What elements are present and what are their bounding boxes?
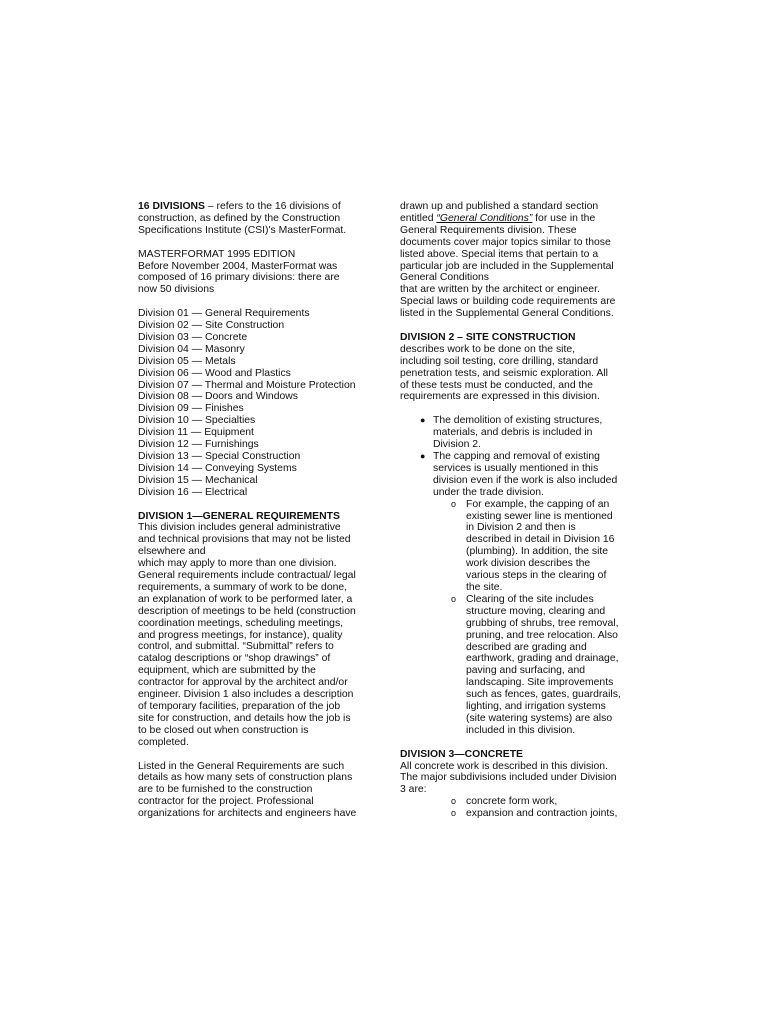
- sub-bullet-line: o expansion and contraction joints,: [451, 808, 618, 820]
- bullet-line: division even if the work is also included: [433, 474, 618, 486]
- bullet-line: ● The demolition of existing structures,: [420, 415, 603, 427]
- sub-bullet-line: grubbing of shrubs, tree removal,: [466, 617, 619, 629]
- bullet-icon: ●: [420, 451, 426, 461]
- intro-bold-term: 16 DIVISIONS: [138, 201, 205, 212]
- sub-bullet-line: o concrete form work,: [451, 796, 558, 808]
- sub-bullet-line: o Clearing of the site includes: [451, 593, 594, 605]
- division2-line: penetration tests, and seismic exploration. All: [400, 367, 608, 379]
- sub-bullet-line: such as fences, gates, guardrails,: [466, 689, 621, 701]
- sub-bullet-line: lighting, and irrigation systems: [466, 701, 606, 713]
- division1-line: contractor for approval by the architect and/or: [138, 677, 348, 689]
- division3-line: 3 are:: [400, 784, 427, 796]
- general-requirements-line: Listed in the General Requirements are such: [138, 760, 345, 772]
- division-list: [138, 308, 382, 499]
- division1-line: to be closed out when construction is: [138, 724, 309, 736]
- intro-line: construction, as defined by the Construction: [138, 212, 341, 224]
- division1-line: catalog descriptions or “shop drawings” of: [138, 653, 331, 665]
- sub-bullet-line: (plumbing). In addition, the site: [466, 546, 609, 558]
- general-conditions-line: listed above. Special items that pertain to a: [400, 248, 599, 260]
- division1-line: site for construction, and details how the job is: [138, 712, 351, 724]
- division-list-item: Division 01 — General Requirements: [138, 308, 310, 320]
- sub-bullet-item: [400, 499, 632, 594]
- general-conditions-line: documents cover major topics similar to those: [400, 236, 611, 248]
- division1-section: [138, 511, 382, 749]
- division1-line: and technical provisions that may not be listed: [138, 534, 351, 546]
- division2-line: requirements are expressed in this division.: [400, 391, 600, 403]
- sub-bullet-line: (site watering systems) are also: [466, 712, 613, 724]
- bullet-line: Division 2.: [433, 439, 481, 451]
- circle-bullet-icon: o: [451, 498, 457, 509]
- masterformat-line: Before November 2004, MasterFormat was: [138, 260, 338, 272]
- division3-heading: DIVISION 3—CONCRETE: [400, 748, 523, 760]
- division1-line: This division includes general administrative: [138, 522, 341, 534]
- division-list-item: Division 11 — Equipment: [138, 427, 254, 439]
- division1-line: control, and submittal. “Submittal” refers to: [138, 641, 334, 653]
- general-conditions-line: Special laws or building code requirements are: [400, 296, 616, 308]
- general-conditions-line: particular job are included in the Supplemental: [400, 260, 614, 272]
- general-conditions-line: [400, 213, 632, 225]
- circle-bullet-icon: o: [451, 808, 457, 819]
- sub-bullet-line: pruning, and tree relocation. Also: [466, 629, 618, 641]
- bullet-line: services is usually mentioned in this: [433, 462, 599, 474]
- sub-bullet-line: in Division 2 and then is: [466, 522, 576, 534]
- division1-line: equipment, which are submitted by the: [138, 665, 316, 677]
- general-requirements-line: contractor for the project. Professional: [138, 796, 314, 808]
- division-list-item: Division 06 — Wood and Plastics: [138, 367, 291, 379]
- division2-heading: DIVISION 2 – SITE CONSTRUCTION: [400, 331, 576, 343]
- sub-bullet-line: structure moving, clearing and: [466, 605, 606, 617]
- division-list-item: Division 04 — Masonry: [138, 343, 245, 355]
- intro-rest: – refers to the 16 divisions of: [205, 201, 341, 212]
- entitled-text: entitled: [400, 212, 437, 224]
- general-conditions-line: General Conditions: [400, 272, 489, 284]
- intro-paragraph: [138, 201, 382, 237]
- division3-line: The major subdivisions included under Division: [400, 772, 617, 784]
- bullet-line: under the trade division.: [433, 486, 544, 498]
- division2-line: of these tests must be conducted, and the: [400, 379, 593, 391]
- sub-bullet-line: existing sewer line is mentioned: [466, 510, 613, 522]
- bullet-item: [400, 451, 632, 499]
- division-list-item: Division 02 — Site Construction: [138, 320, 285, 332]
- division-list-item: Division 07 — Thermal and Moisture Protection: [138, 379, 356, 391]
- division1-line: requirements, a summary of work to be done,: [138, 581, 348, 593]
- division1-line: completed.: [138, 736, 189, 748]
- division1-heading: DIVISION 1—GENERAL REQUIREMENTS: [138, 510, 340, 522]
- bullet-icon: ●: [420, 415, 426, 426]
- division-list-item: Division 08 — Doors and Windows: [138, 391, 298, 403]
- intro-line: Specifications Institute (CSI)'s MasterFormat.: [138, 224, 347, 236]
- sub-bullet-line: landscaping. Site improvements: [466, 677, 614, 689]
- division3-section: [400, 749, 632, 820]
- sub-bullet-line: the site.: [466, 581, 503, 593]
- division-list-item: Division 12 — Furnishings: [138, 439, 259, 451]
- division2-section: [400, 332, 632, 737]
- general-conditions-line: listed in the Supplemental General Conditions.: [400, 308, 614, 320]
- division1-line: elsewhere and: [138, 546, 206, 558]
- sub-bullet-line: described are grading and: [466, 641, 587, 653]
- sub-bullet-line: work division describes the: [466, 558, 591, 570]
- division1-line: and progress meetings, for instance), quality: [138, 629, 343, 641]
- sub-bullet-line: described in detail in Division 16: [466, 534, 615, 546]
- division1-line: of temporary facilities, preparation of the job: [138, 701, 341, 713]
- division-list-item: Division 05 — Metals: [138, 355, 236, 367]
- division-list-item: Division 03 — Concrete: [138, 331, 248, 343]
- division-list-item: Division 13 — Special Construction: [138, 451, 301, 462]
- sub-bullet-line: included in this division.: [466, 724, 576, 736]
- division1-line: coordination meetings, scheduling meetings,: [138, 617, 344, 629]
- sub-bullet-line: paving and surfacing, and: [466, 665, 586, 677]
- division1-line: description of meetings to be held (construction: [138, 605, 356, 617]
- general-conditions-link[interactable]: “General Conditions”: [436, 212, 533, 224]
- masterformat-line: now 50 divisions: [138, 284, 215, 296]
- for-use-text: for use in the: [532, 212, 596, 224]
- division1-line: which may apply to more than one division.: [138, 558, 337, 570]
- division1-line: General requirements include contractual/ legal: [138, 570, 356, 582]
- division1-line: engineer. Division 1 also includes a description: [138, 689, 354, 701]
- circle-bullet-icon: o: [451, 593, 457, 604]
- division-list-item: Division 15 — Mechanical: [138, 474, 258, 486]
- division2-line: describes work to be done on the site,: [400, 343, 576, 355]
- division-list-item: Division 09 — Finishes: [138, 403, 244, 415]
- general-requirements-line: are to be furnished to the construction: [138, 784, 313, 796]
- general-requirements-paragraph: [138, 761, 382, 821]
- division-list-item: Division 16 — Electrical: [138, 486, 248, 498]
- general-conditions-line: General Requirements division. These: [400, 224, 577, 236]
- sub-bullet-line: o For example, the capping of an: [451, 498, 610, 510]
- bullet-item: [400, 415, 632, 451]
- masterformat-line: composed of 16 primary divisions: there are: [138, 272, 340, 284]
- sub-bullet-item: [400, 594, 632, 737]
- left-column: [138, 201, 382, 820]
- sub-bullet-line: various steps in the clearing of: [466, 570, 607, 582]
- sub-bullet-line: earthwork, grading and drainage,: [466, 653, 619, 665]
- division3-line: All concrete work is described in this division.: [400, 760, 608, 772]
- bullet-line: ● The capping and removal of existing: [420, 451, 600, 462]
- general-requirements-line: organizations for architects and engineers have: [138, 808, 357, 820]
- division2-line: including soil testing, core drilling, standard: [400, 355, 599, 367]
- intro-first-line: [138, 201, 382, 213]
- masterformat-paragraph: [138, 249, 382, 297]
- circle-bullet-icon: o: [451, 796, 457, 807]
- division-list-item: Division 10 — Specialties: [138, 415, 256, 427]
- general-conditions-line: that are written by the architect or engineer.: [400, 284, 600, 296]
- masterformat-heading: MASTERFORMAT 1995 EDITION: [138, 248, 296, 260]
- division-list-item: Division 14 — Conveying Systems: [138, 462, 297, 474]
- right-column: [400, 201, 632, 820]
- division1-line: an explanation of work to be performed later, a: [138, 593, 353, 605]
- general-requirements-line: details as how many sets of construction plans: [138, 772, 353, 784]
- general-conditions-paragraph: [400, 201, 632, 320]
- bullet-line: materials, and debris is included in: [433, 427, 593, 439]
- general-conditions-line: drawn up and published a standard section: [400, 201, 599, 212]
